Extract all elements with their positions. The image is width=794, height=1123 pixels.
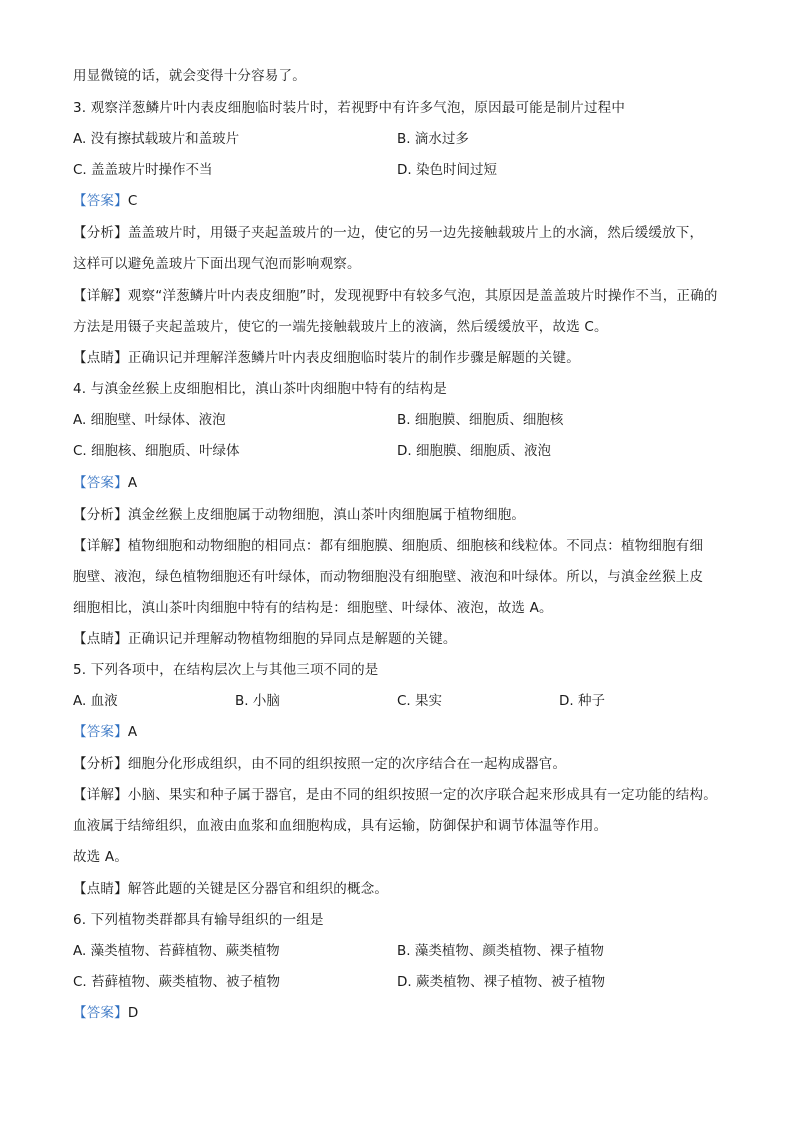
q4-option-c: C. 细胞核、细胞质、叶绿体 bbox=[73, 443, 240, 459]
text-line: 故选 A。 bbox=[73, 849, 129, 865]
answer-tag: 【答案】 bbox=[73, 193, 128, 209]
text-line: 胞壁、液泡，绿色植物细胞还有叶绿体，而动物细胞没有细胞壁、液泡和叶绿体。所以，与滇金丝猴上皮 bbox=[73, 569, 704, 585]
q5-option-c: C. 果实 bbox=[397, 693, 443, 709]
q4-comment bbox=[73, 630, 723, 648]
q4-explanation bbox=[73, 537, 723, 555]
q3-answer bbox=[73, 192, 723, 210]
analysis-tag: 【分析】 bbox=[73, 756, 128, 772]
analysis-text: 盖盖玻片时，用镊子夹起盖玻片的一边，使它的另一边先接触载玻片上的水滴，然后缓缓放下， bbox=[127, 225, 704, 241]
q3-option-b: B. 滴水过多 bbox=[397, 131, 469, 147]
q3-option-d: D. 染色时间过短 bbox=[397, 162, 497, 178]
explanation-tag: 【详解】 bbox=[73, 288, 128, 304]
q3-analysis bbox=[73, 224, 723, 242]
analysis-tag: 【分析】 bbox=[73, 507, 128, 523]
analysis-tag: 【分析】 bbox=[73, 225, 128, 241]
q4-option-b: B. 细胞膜、细胞质、细胞核 bbox=[397, 412, 564, 428]
analysis-text: 细胞分化形成组织，由不同的组织按照一定的次序结合在一起构成器官。 bbox=[127, 756, 567, 772]
q4-analysis bbox=[73, 506, 723, 524]
text-line: 细胞相比，滇山茶叶肉细胞中特有的结构是：细胞壁、叶绿体、液泡，故选 A。 bbox=[73, 600, 553, 616]
q3-explanation bbox=[73, 287, 723, 305]
q4-answer bbox=[73, 474, 723, 492]
comment-text: 正确识记并理解动物植物细胞的异同点是解题的关键。 bbox=[127, 631, 457, 647]
text-line: 这样可以避免盖玻片下面出现气泡而影响观察。 bbox=[73, 256, 361, 272]
answer-tag: 【答案】 bbox=[73, 724, 128, 740]
q4-option-a: A. 细胞壁、叶绿体、液泡 bbox=[73, 412, 226, 428]
question-6: 6. 下列植物类群都具有输导组织的一组是 bbox=[73, 912, 324, 928]
q5-answer bbox=[73, 723, 723, 741]
explanation-tag: 【详解】 bbox=[73, 787, 128, 803]
q3-comment bbox=[73, 349, 723, 367]
explanation-text: 小脑、果实和种子属于器官，是由不同的组织按照一定的次序联合起来形成具有一定功能的结构。 bbox=[127, 787, 717, 803]
explanation-tag: 【详解】 bbox=[73, 538, 128, 554]
comment-tag: 【点睛】 bbox=[73, 881, 128, 897]
comment-tag: 【点睛】 bbox=[73, 350, 128, 366]
q5-comment bbox=[73, 880, 723, 898]
explanation-text: 植物细胞和动物细胞的相同点：都有细胞膜、细胞质、细胞核和线粒体。不同点：植物细胞有细 bbox=[127, 538, 704, 554]
q5-analysis bbox=[73, 755, 723, 773]
q5-explanation bbox=[73, 786, 723, 804]
q5-option-b: B. 小脑 bbox=[235, 693, 280, 709]
answer-value: A bbox=[127, 475, 138, 491]
comment-tag: 【点睛】 bbox=[73, 631, 128, 647]
text-line: 用显微镜的话，就会变得十分容易了。 bbox=[73, 68, 306, 84]
answer-tag: 【答案】 bbox=[73, 475, 128, 491]
comment-text: 解答此题的关键是区分器官和组织的概念。 bbox=[127, 881, 389, 897]
text-line: 血液属于结缔组织，血液由血浆和血细胞构成，具有运输，防御保护和调节体温等作用。 bbox=[73, 818, 608, 834]
answer-value: A bbox=[127, 724, 138, 740]
q4-option-d: D. 细胞膜、细胞质、液泡 bbox=[397, 443, 551, 459]
answer-tag: 【答案】 bbox=[73, 1005, 128, 1021]
comment-text: 正确识记并理解洋葱鳞片叶内表皮细胞临时装片的制作步骤是解题的关键。 bbox=[127, 350, 580, 366]
q6-option-b: B. 藻类植物、颜类植物、裸子植物 bbox=[397, 943, 604, 959]
question-4: 4. 与滇金丝猴上皮细胞相比，滇山茶叶肉细胞中特有的结构是 bbox=[73, 381, 447, 397]
answer-value: C bbox=[127, 193, 138, 209]
q6-option-c: C. 苔藓植物、蕨类植物、被子植物 bbox=[73, 974, 281, 990]
answer-value: D bbox=[127, 1005, 139, 1021]
question-5: 5. 下列各项中，在结构层次上与其他三项不同的是 bbox=[73, 662, 379, 678]
text-line: 方法是用镊子夹起盖玻片，使它的一端先接触载玻片上的液滴，然后缓缓放平，故选 C。 bbox=[73, 319, 608, 335]
q5-option-d: D. 种子 bbox=[559, 693, 605, 709]
q6-option-a: A. 藻类植物、苔藓植物、蕨类植物 bbox=[73, 943, 280, 959]
q3-option-a: A. 没有擦拭载玻片和盖玻片 bbox=[73, 131, 240, 147]
explanation-text: 观察“洋葱鳞片叶内表皮细胞”时，发现视野中有较多气泡，其原因是盖盖玻片时操作不当，正确的 bbox=[127, 288, 718, 304]
q3-option-c: C. 盖盖玻片时操作不当 bbox=[73, 162, 213, 178]
q6-answer bbox=[73, 1004, 723, 1022]
q5-option-a: A. 血液 bbox=[73, 693, 118, 709]
question-3: 3. 观察洋葱鳞片叶内表皮细胞临时装片时，若视野中有许多气泡，原因最可能是制片过程中 bbox=[73, 100, 626, 116]
q6-option-d: D. 蕨类植物、裸子植物、被子植物 bbox=[397, 974, 605, 990]
analysis-text: 滇金丝猴上皮细胞属于动物细胞，滇山茶叶肉细胞属于植物细胞。 bbox=[127, 507, 526, 523]
